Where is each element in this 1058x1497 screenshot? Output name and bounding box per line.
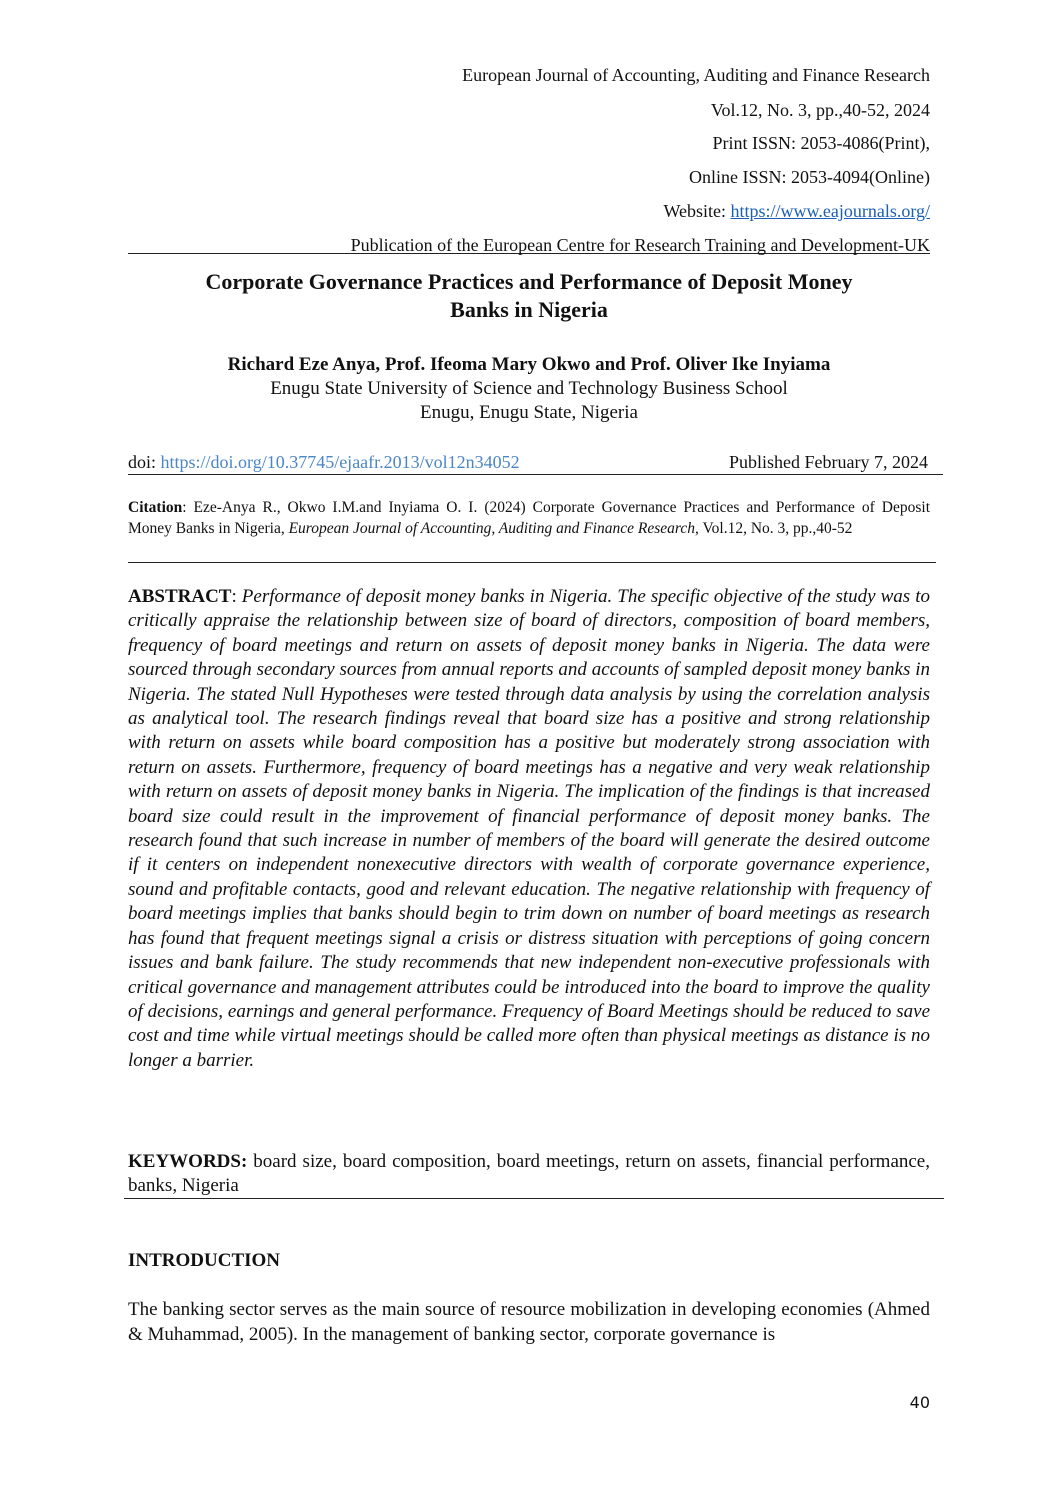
- abstract-text: Performance of deposit money banks in Nigeria. The specific objective of the study was to critically appraise the relationship between size of board of directors, composition of board members, frequency of board meetings and return on assets of deposit money banks in Nigeria. The data were sourced through secondary sources from annual reports and accounts of sampled deposit money banks in Nigeria. The stated Null Hypotheses were tested through data analysis by using the correlation analysis as analytical tool. The research findings reveal that board size has a positive and strong relationship with return on assets while board composition has a positive but moderately strong association with return on assets. Furthermore, frequency of board meetings has a negative and very weak relationship with return on assets of deposit money banks in Nigeria. The implication of the findings is that increased board size could result in the improvement of financial performance of deposit money banks. The research found that such increase in number of members of the board will generate the desired outcome if it centers on independent nonexecutive directors with wealth of corporate governance experience, sound and profitable contacts, good and relevant education. The negative relationship with frequency of board meetings implies that banks should begin to trim down on number of board meetings as research has found that frequent meetings signal a crisis or distress situation with perceptions of going concern issues and bank failure. The study recommends that new independent non-executive professionals with critical governance and management attributes could be introduced into the board to improve the quality of decisions, earnings and general performance. Frequency of Board Meetings should be reduced to save cost and time while virtual meetings should be called more often than physical meetings as distance is no longer a barrier.: [128, 586, 931, 1071]
- doi-row: [128, 451, 930, 473]
- website-link[interactable]: https://www.eajournals.org/: [730, 201, 930, 221]
- abstract: [128, 585, 930, 1073]
- journal-name: European Journal of Accounting, Auditing and Finance Research: [462, 65, 930, 85]
- keywords-text: board size, board composition, board meetings, return on assets, financial performance, banks, Nigeria: [128, 1151, 930, 1196]
- citation: [128, 497, 930, 539]
- abstract-separator: :: [231, 586, 242, 607]
- keywords: [128, 1150, 930, 1198]
- citation-label: Citation: [128, 499, 183, 516]
- website-line: [663, 200, 930, 222]
- page-number: 40: [909, 1393, 930, 1412]
- doi-link[interactable]: https://doi.org/10.37745/ejaafr.2013/vol12n34052: [160, 452, 520, 472]
- citation-journal: European Journal of Accounting, Auditing and Finance Research: [288, 520, 695, 537]
- published-date: Published February 7, 2024: [729, 452, 928, 472]
- abstract-label: ABSTRACT: [128, 586, 232, 607]
- publisher-line: Publication of the European Centre for Research Training and Development-UK: [350, 235, 930, 255]
- keywords-divider: [124, 1198, 944, 1199]
- paper-title: [128, 268, 930, 324]
- citation-text: : Eze-Anya R., Okwo I.M.and Inyiama O. I. (2024) Corporate Governance Practices and Performance of Deposit Money Banks in Nigeria,: [128, 499, 930, 537]
- online-issn: Online ISSN: 2053-4094(Online): [689, 167, 930, 187]
- author-block: [128, 353, 930, 425]
- introduction-heading: INTRODUCTION: [128, 1250, 281, 1271]
- volume-info: Vol.12, No. 3, pp.,40-52, 2024: [710, 100, 930, 120]
- introduction-text: The banking sector serves as the main source of resource mobilization in developing economies (Ahmed & Muhammad, 2005). In the management of banking sector, corporate governance is: [128, 1299, 930, 1345]
- doi-divider: [128, 474, 943, 475]
- citation-volume: , Vol.12, No. 3, pp.,40-52: [694, 520, 853, 537]
- paper-title-line-1: Corporate Governance Practices and Performance of Deposit Money: [205, 269, 853, 294]
- paper-title-line-2: Banks in Nigeria: [450, 297, 608, 322]
- print-issn: Print ISSN: 2053-4086(Print),: [712, 133, 930, 153]
- doi-label: doi:: [128, 452, 161, 472]
- author-affiliation: Enugu State University of Science and Technology Business School: [270, 378, 788, 399]
- citation-divider: [128, 562, 936, 563]
- author-location: Enugu, Enugu State, Nigeria: [420, 402, 638, 423]
- author-names: Richard Eze Anya, Prof. Ifeoma Mary Okwo and Prof. Oliver Ike Inyiama: [227, 354, 831, 375]
- website-label: Website:: [663, 201, 731, 221]
- keywords-label: KEYWORDS:: [128, 1151, 248, 1172]
